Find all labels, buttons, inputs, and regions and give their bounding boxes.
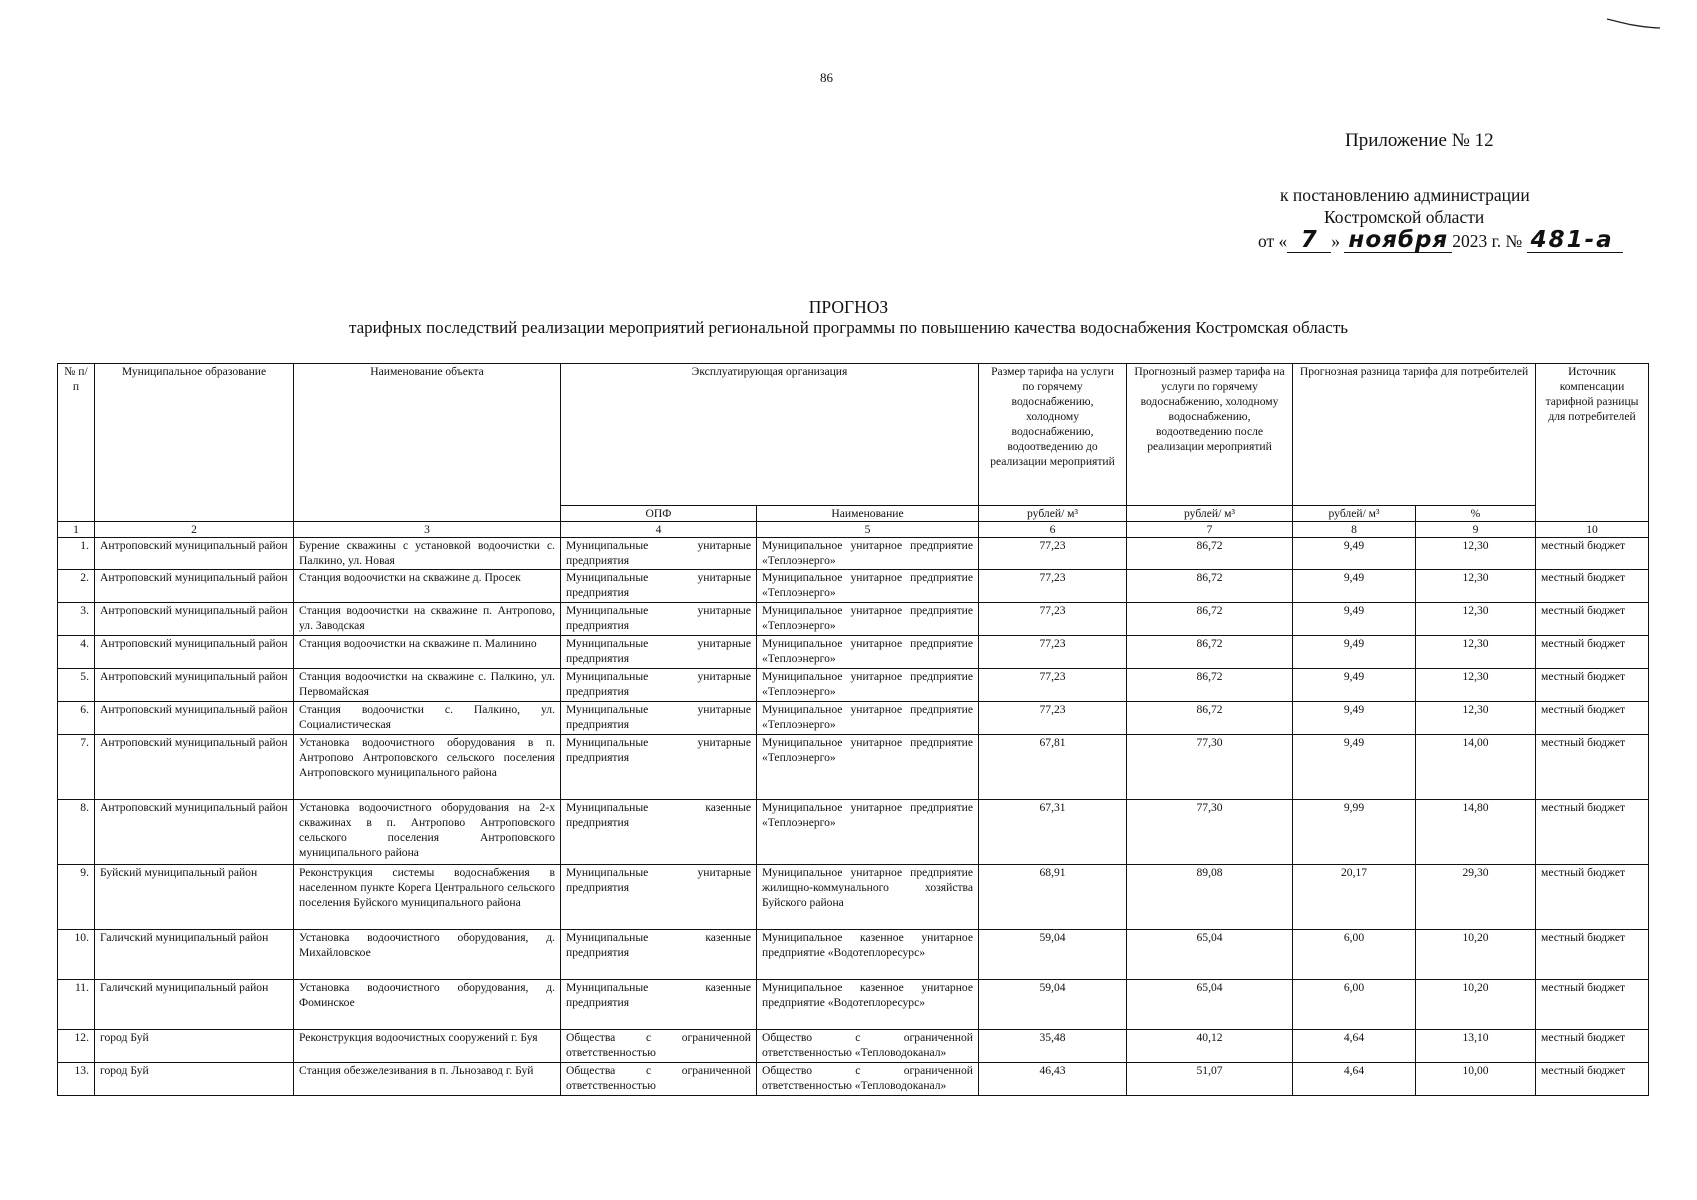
diff-rub-cell: 9,99 [1293,800,1416,865]
organization-cell: Муниципальное унитарное предприятие «Теплоэнерго» [757,800,979,865]
organization-cell: Муниципальное унитарное предприятие «Теплоэнерго» [757,570,979,603]
object-name-cell: Станция водоочистки на скважине п. Антропово, ул. Заводская [294,603,561,636]
diff-rub-cell: 9,49 [1293,538,1416,570]
row-number: 7. [58,735,95,800]
diff-pct-cell: 14,80 [1416,800,1536,865]
tariff-before-cell: 35,48 [979,1030,1127,1063]
tariff-after-cell: 89,08 [1127,865,1293,930]
object-name-cell: Станция водоочистки с. Палкино, ул. Социалистическая [294,702,561,735]
object-name-cell: Установка водоочистного оборудования, д. Фоминское [294,980,561,1030]
table-row [58,1063,1649,1096]
source-cell: местный бюджет [1536,865,1649,930]
source-cell: местный бюджет [1536,669,1649,702]
table-row [58,1030,1649,1063]
organization-cell: Общество с ограниченной ответственностью «Тепловодоканал» [757,1030,979,1063]
decree-line-2: Костромской области [1324,207,1485,227]
source-cell: местный бюджет [1536,930,1649,980]
organization-cell: Муниципальное унитарное предприятие «Теплоэнерго» [757,735,979,800]
column-number: 1 [58,522,95,538]
header-tariff-after: Прогнозный размер тарифа на услуги по горячему водоснабжению, холодному водоснабжению, водоотведению после реализации мероприятий [1127,364,1293,506]
object-name-cell: Бурение скважины с установкой водоочистки с. Палкино, ул. Новая [294,538,561,570]
column-number: 10 [1536,522,1649,538]
opf-cell: Муниципальные унитарные предприятия [561,669,757,702]
tariff-before-cell: 77,23 [979,570,1127,603]
row-number: 12. [58,1030,95,1063]
row-number: 2. [58,570,95,603]
opf-cell: Муниципальные унитарные предприятия [561,865,757,930]
row-number: 13. [58,1063,95,1096]
tariff-after-cell: 51,07 [1127,1063,1293,1096]
table-row [58,636,1649,669]
diff-rub-cell: 9,49 [1293,636,1416,669]
municipality-cell: Антроповский муниципальный район [95,603,294,636]
tariff-after-cell: 86,72 [1127,669,1293,702]
diff-rub-cell: 4,64 [1293,1063,1416,1096]
tariff-after-cell: 86,72 [1127,636,1293,669]
header-unit-before: рублей/ м³ [979,506,1127,522]
object-name-cell: Установка водоочистного оборудования в п. Антропово Антроповского сельского поселения Антроповского муниципального района [294,735,561,800]
object-name-cell: Станция водоочистки на скважине д. Просек [294,570,561,603]
organization-cell: Муниципальное унитарное предприятие «Теплоэнерго» [757,669,979,702]
organization-cell: Муниципальное казенное унитарное предприятие «Водотеплоресурс» [757,930,979,980]
source-cell: местный бюджет [1536,735,1649,800]
table-row [58,570,1649,603]
opf-cell: Муниципальные унитарные предприятия [561,735,757,800]
table-row [58,669,1649,702]
diff-pct-cell: 29,30 [1416,865,1536,930]
source-cell: местный бюджет [1536,538,1649,570]
tariff-before-cell: 77,23 [979,669,1127,702]
forecast-table [57,363,1649,1096]
tariff-after-cell: 77,30 [1127,735,1293,800]
decree-date-line [1258,228,1623,253]
table-row [58,702,1649,735]
handwritten-month: ноября [1344,228,1452,253]
header-tariff-before: Размер тарифа на услуги по горячему водоснабжению, холодному водоснабжению, водоотведению до реализации мероприятий [979,364,1127,506]
diff-pct-cell: 12,30 [1416,669,1536,702]
appendix-label: Приложение № 12 [1345,130,1494,151]
diff-rub-cell: 9,49 [1293,669,1416,702]
tariff-after-cell: 65,04 [1127,930,1293,980]
tariff-after-cell: 86,72 [1127,702,1293,735]
organization-cell: Муниципальное унитарное предприятие «Теплоэнерго» [757,603,979,636]
table-row [58,930,1649,980]
opf-cell: Муниципальные унитарные предприятия [561,603,757,636]
opf-cell: Муниципальные казенные предприятия [561,980,757,1030]
header-municipality: Муниципальное образование [95,364,294,522]
municipality-cell: Галичский муниципальный район [95,980,294,1030]
source-cell: местный бюджет [1536,980,1649,1030]
column-number: 6 [979,522,1127,538]
opf-cell: Общества с ограниченной ответственностью [561,1063,757,1096]
table-row [58,538,1649,570]
municipality-cell: Галичский муниципальный район [95,930,294,980]
table-row [58,603,1649,636]
tariff-before-cell: 67,81 [979,735,1127,800]
tariff-before-cell: 59,04 [979,980,1127,1030]
column-number: 8 [1293,522,1416,538]
header-unit-after: рублей/ м³ [1127,506,1293,522]
object-name-cell: Установка водоочистного оборудования, д. Михайловское [294,930,561,980]
tariff-after-cell: 40,12 [1127,1030,1293,1063]
opf-cell: Муниципальные унитарные предприятия [561,636,757,669]
table-row [58,735,1649,800]
row-number: 3. [58,603,95,636]
diff-pct-cell: 14,00 [1416,735,1536,800]
municipality-cell: город Буй [95,1030,294,1063]
diff-rub-cell: 4,64 [1293,1030,1416,1063]
diff-pct-cell: 10,20 [1416,980,1536,1030]
document-title: ПРОГНОЗ [808,297,889,317]
header-org-name: Наименование [757,506,979,522]
source-cell: местный бюджет [1536,636,1649,669]
diff-pct-cell: 12,30 [1416,636,1536,669]
column-number: 9 [1416,522,1536,538]
opf-cell: Муниципальные казенные предприятия [561,930,757,980]
header-unit-diff: рублей/ м³ [1293,506,1416,522]
source-cell: местный бюджет [1536,800,1649,865]
table-row [58,980,1649,1030]
object-name-cell: Станция водоочистки на скважине п. Малинино [294,636,561,669]
object-name-cell: Реконструкция системы водоснабжения в населенном пункте Корега Центрального сельского поселения Буйского муниципального района [294,865,561,930]
diff-rub-cell: 9,49 [1293,702,1416,735]
row-number: 5. [58,669,95,702]
decree-mid: » [1331,231,1341,251]
page-number: 86 [820,70,833,85]
row-number: 11. [58,980,95,1030]
municipality-cell: город Буй [95,1063,294,1096]
opf-cell: Муниципальные казенные предприятия [561,800,757,865]
municipality-cell: Антроповский муниципальный район [95,735,294,800]
organization-cell: Муниципальное унитарное предприятие «Теплоэнерго» [757,538,979,570]
tariff-before-cell: 77,23 [979,702,1127,735]
source-cell: местный бюджет [1536,702,1649,735]
municipality-cell: Антроповский муниципальный район [95,702,294,735]
opf-cell: Общества с ограниченной ответственностью [561,1030,757,1063]
source-cell: местный бюджет [1536,1063,1649,1096]
diff-pct-cell: 12,30 [1416,603,1536,636]
row-number: 8. [58,800,95,865]
diff-pct-cell: 12,30 [1416,702,1536,735]
pen-stroke-mark [1605,14,1665,32]
diff-pct-cell: 10,20 [1416,930,1536,980]
row-number: 4. [58,636,95,669]
handwritten-day: 7 [1287,228,1331,253]
tariff-before-cell: 59,04 [979,930,1127,980]
column-number-row [58,522,1649,538]
source-cell: местный бюджет [1536,1030,1649,1063]
organization-cell: Муниципальное казенное унитарное предприятие «Водотеплоресурс» [757,980,979,1030]
organization-cell: Муниципальное унитарное предприятие «Теплоэнерго» [757,702,979,735]
municipality-cell: Антроповский муниципальный район [95,570,294,603]
organization-cell: Общество с ограниченной ответственностью «Тепловодоканал» [757,1063,979,1096]
municipality-cell: Антроповский муниципальный район [95,538,294,570]
tariff-after-cell: 65,04 [1127,980,1293,1030]
source-cell: местный бюджет [1536,603,1649,636]
decree-prefix: от « [1258,231,1288,251]
header-operator: Эксплуатирующая организация [561,364,979,506]
handwritten-decree-number: 481-а [1527,228,1623,253]
object-name-cell: Станция обезжелезивания в п. Льнозавод г. Буй [294,1063,561,1096]
header-source: Источник компенсации тарифной разницы для потребителей [1536,364,1649,522]
diff-pct-cell: 12,30 [1416,538,1536,570]
organization-cell: Муниципальное унитарное предприятие «Теплоэнерго» [757,636,979,669]
diff-rub-cell: 6,00 [1293,930,1416,980]
municipality-cell: Антроповский муниципальный район [95,636,294,669]
tariff-after-cell: 86,72 [1127,570,1293,603]
tariff-after-cell: 86,72 [1127,538,1293,570]
opf-cell: Муниципальные унитарные предприятия [561,702,757,735]
tariff-after-cell: 77,30 [1127,800,1293,865]
object-name-cell: Реконструкция водоочистных сооружений г. Буя [294,1030,561,1063]
source-cell: местный бюджет [1536,570,1649,603]
column-number: 3 [294,522,561,538]
header-percent: % [1416,506,1536,522]
diff-rub-cell: 20,17 [1293,865,1416,930]
row-number: 9. [58,865,95,930]
column-number: 4 [561,522,757,538]
header-difference: Прогнозная разница тарифа для потребителей [1293,364,1536,506]
diff-rub-cell: 6,00 [1293,980,1416,1030]
tariff-before-cell: 77,23 [979,603,1127,636]
decree-year: 2023 г. № [1452,231,1523,251]
diff-pct-cell: 10,00 [1416,1063,1536,1096]
tariff-before-cell: 67,31 [979,800,1127,865]
tariff-before-cell: 77,23 [979,538,1127,570]
table-row [58,800,1649,865]
row-number: 1. [58,538,95,570]
column-number: 2 [95,522,294,538]
tariff-before-cell: 46,43 [979,1063,1127,1096]
municipality-cell: Антроповский муниципальный район [95,669,294,702]
municipality-cell: Антроповский муниципальный район [95,800,294,865]
row-number: 6. [58,702,95,735]
diff-rub-cell: 9,49 [1293,603,1416,636]
column-number: 5 [757,522,979,538]
tariff-before-cell: 68,91 [979,865,1127,930]
object-name-cell: Станция водоочистки на скважине с. Палкино, ул. Первомайская [294,669,561,702]
object-name-cell: Установка водоочистного оборудования на 2-х скважинах в п. Антропово Антроповского сельского поселения Антроповского муниципального района [294,800,561,865]
table-row [58,865,1649,930]
municipality-cell: Буйский муниципальный район [95,865,294,930]
diff-pct-cell: 12,30 [1416,570,1536,603]
row-number: 10. [58,930,95,980]
header-object: Наименование объекта [294,364,561,522]
diff-rub-cell: 9,49 [1293,570,1416,603]
header-opf: ОПФ [561,506,757,522]
tariff-after-cell: 86,72 [1127,603,1293,636]
header-num: № п/п [58,364,95,522]
document-subtitle: тарифных последствий реализации мероприятий региональной программы по повышению качества водоснабжения Костромская область [349,318,1348,337]
column-number: 7 [1127,522,1293,538]
diff-pct-cell: 13,10 [1416,1030,1536,1063]
opf-cell: Муниципальные унитарные предприятия [561,538,757,570]
opf-cell: Муниципальные унитарные предприятия [561,570,757,603]
decree-line-1: к постановлению администрации [1280,185,1530,205]
organization-cell: Муниципальное унитарное предприятие жилищно-коммунального хозяйства Буйского района [757,865,979,930]
tariff-before-cell: 77,23 [979,636,1127,669]
diff-rub-cell: 9,49 [1293,735,1416,800]
